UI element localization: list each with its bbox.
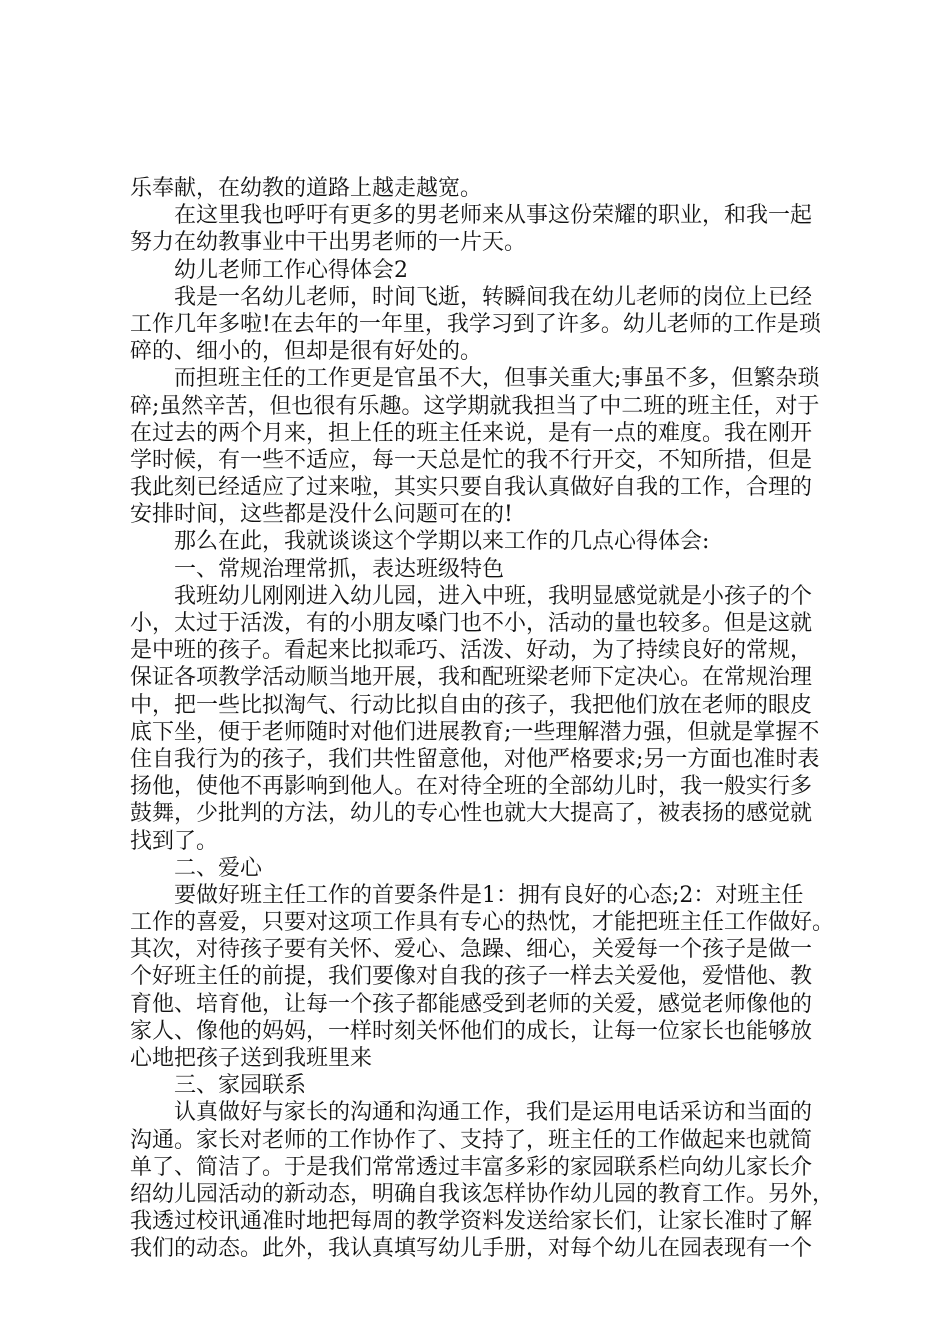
text-line: 我此刻已经适应了过来啦，其实只要自我认真做好自我的工作，合理的 — [130, 475, 813, 501]
text-line: 在过去的两个月来，担上任的班主任来说，是有一点的难度。我在刚开 — [130, 420, 813, 446]
text-line: 是中班的孩子。看起来比拟乖巧、活泼、好动，为了持续良好的常规， — [130, 638, 813, 664]
text-line: 育他、培育他，让每一个孩子都能感受到老师的关爱，感觉老师像他的 — [130, 991, 813, 1017]
text-line: 扬他，使他不再影响到他人。在对待全班的全部幼儿时，我一般实行多 — [130, 774, 813, 800]
text-line: 要做好班主任工作的首要条件是1：拥有良好的心态;2：对班主任 — [174, 882, 804, 908]
text-line: 我班幼儿刚刚进入幼儿园，进入中班，我明显感觉就是小孩子的个 — [174, 583, 813, 609]
text-line: 其次，对待孩子要有关怀、爱心、急躁、细心，关爱每一个孩子是做一 — [130, 937, 813, 963]
document-body — [130, 175, 850, 1263]
text-line: 我们的动态。此外，我认真填写幼儿手册，对每个幼儿在园表现有一个 — [130, 1236, 813, 1262]
text-line: 三、家园联系 — [174, 1073, 307, 1099]
text-line: 底下坐，便于老师随时对他们进展教育;一些理解潜力强，但就是掌握不 — [130, 719, 820, 745]
text-line: 心地把孩子送到我班里来 — [130, 1046, 373, 1071]
text-line: 单了、简洁了。于是我们常常透过丰富多彩的家园联系栏向幼儿家长介 — [130, 1154, 813, 1180]
text-line: 绍幼儿园活动的新动态，明确自我该怎样协作幼儿园的教育工作。另外， — [130, 1181, 835, 1207]
text-line: 幼儿老师工作心得体会2 — [174, 257, 408, 283]
text-line: 我透过校讯通准时地把每周的教学资料发送给家长们，让家长准时了解 — [130, 1209, 813, 1235]
text-line: 在这里我也呼吁有更多的男老师来从事这份荣耀的职业，和我一起 — [174, 203, 813, 229]
text-line: 中，把一些比拟淘气、行动比拟自由的孩子，我把他们放在老师的眼皮 — [130, 692, 813, 718]
text-line: 家人、像他的妈妈，一样时刻关怀他们的成长，让每一位家长也能够放 — [130, 1018, 813, 1044]
text-line: 工作几年多啦!在去年的一年里，我学习到了许多。幼儿老师的工作是琐 — [130, 311, 821, 337]
text-line: 鼓舞，少批判的方法，幼儿的专心性也就大大提高了，被表扬的感觉就 — [130, 801, 813, 827]
text-line: 工作的喜爱，只要对这项工作具有专心的热忱，才能把班主任工作做好。 — [130, 910, 835, 936]
text-line: 个好班主任的前提，我们要像对自我的孩子一样去关爱他，爱惜他、教 — [130, 964, 813, 990]
text-line: 沟通。家长对老师的工作协作了、支持了，班主任的工作做起来也就简 — [130, 1127, 813, 1153]
text-line: 而担班主任的工作更是官虽不大，但事关重大;事虽不多，但繁杂琐 — [174, 366, 820, 392]
text-line: 安排时间，这些都是没什么问题可在的! — [130, 502, 513, 528]
text-line: 学时候，有一些不适应，每一天总是忙的我不行开交，不知所措，但是 — [130, 447, 813, 473]
text-line: 二、爱心 — [174, 855, 263, 881]
text-line: 碎的、细小的，但却是很有好处的。 — [130, 339, 483, 365]
text-line: 碎;虽然辛苦，但也很有乐趣。这学期就我担当了中二班的班主任，对于 — [130, 393, 820, 419]
text-line: 一、常规治理常抓，表达班级特色 — [174, 556, 505, 582]
text-line: 认真做好与家长的沟通和沟通工作，我们是运用电话采访和当面的 — [174, 1100, 813, 1126]
text-line: 努力在幼教事业中干出男老师的一片天。 — [130, 230, 527, 256]
text-line: 那么在此，我就谈谈这个学期以来工作的几点心得体会: — [174, 529, 710, 555]
text-line: 保证各项教学活动顺当地开展，我和配班梁老师下定决心。在常规治理 — [130, 665, 813, 691]
text-line: 乐奉献，在幼教的道路上越走越宽。 — [130, 176, 483, 201]
text-line: 住自我行为的孩子，我们共性留意他，对他严格要求;另一方面也准时表 — [130, 746, 820, 772]
text-line: 找到了。 — [130, 828, 219, 854]
text-line: 小，太过于活泼，有的小朋友嗓门也不小，活动的量也较多。但是这就 — [130, 611, 813, 636]
text-line: 我是一名幼儿老师，时间飞逝，转瞬间我在幼儿老师的岗位上已经 — [174, 284, 813, 310]
